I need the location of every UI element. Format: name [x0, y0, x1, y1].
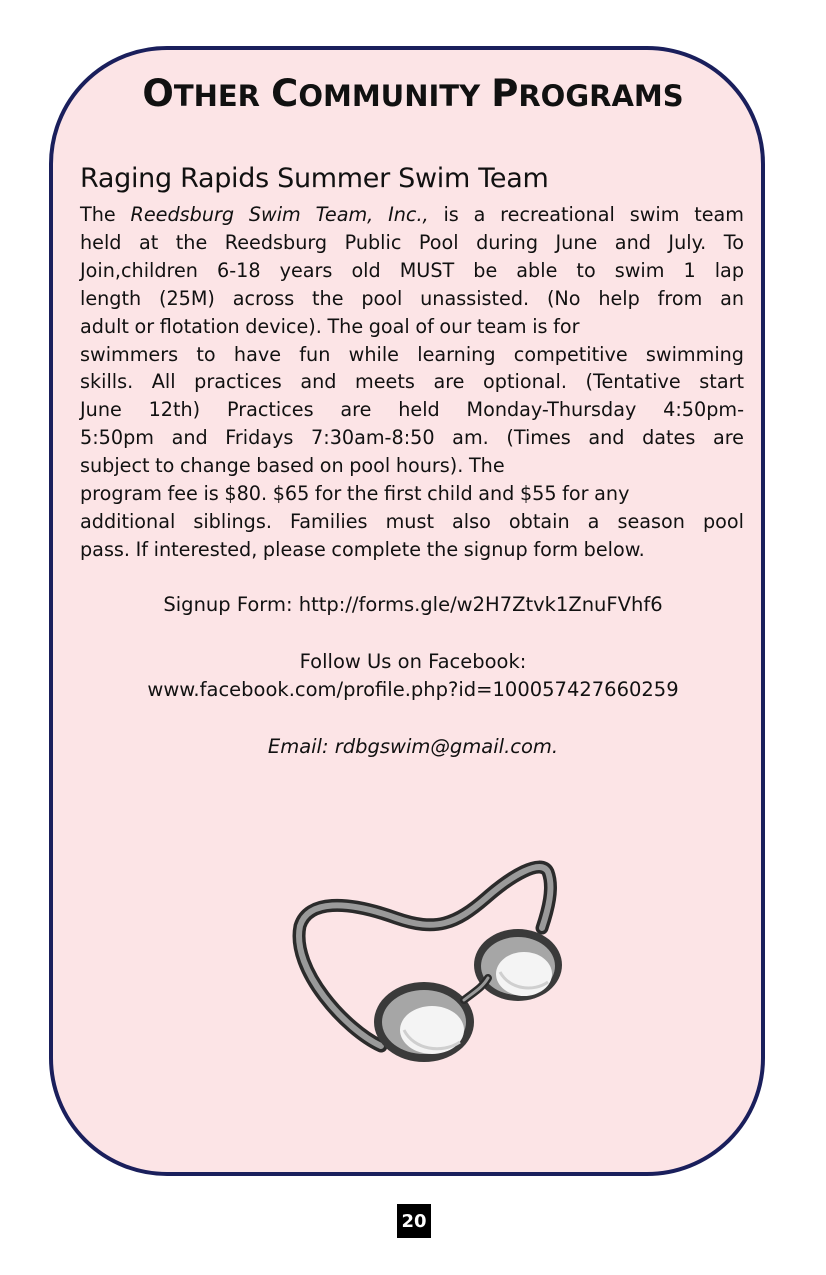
facebook-label: Follow Us on Facebook:: [299, 650, 527, 673]
title-word: OTHER: [142, 72, 261, 115]
email-link[interactable]: Email: rdbgswim@gmail.com.: [267, 735, 559, 758]
description-line: June 12th) Practices are held Monday-Thursday 4:50pm-: [80, 398, 744, 422]
title-word: PROGRAMS: [491, 72, 684, 115]
description-line: length (25M) across the pool unassisted. (No help from an: [80, 286, 744, 310]
description-line: program fee is $80. $65 for the first child and $55 for any: [80, 482, 630, 506]
description-line: held at the Reedsburg Public Pool during June and July. To: [80, 230, 744, 254]
program-title: Raging Rapids Summer Swim Team: [80, 163, 549, 194]
description-line: swimmers to have fun while learning competitive swimming: [80, 342, 744, 366]
swim-goggles-icon: [286, 850, 566, 1070]
description-line: additional siblings. Families must also obtain a season pool: [80, 509, 744, 533]
description-line: adult or flotation device). The goal of our team is for: [80, 314, 580, 338]
team-name: Reedsburg Swim Team, Inc.,: [130, 203, 429, 226]
program-description: [80, 201, 744, 564]
page-number: 20: [397, 1204, 431, 1238]
description-line: subject to change based on pool hours). The: [80, 454, 505, 478]
description-line: The Reedsburg Swim Team, Inc., is a recreational swim team: [80, 203, 744, 226]
signup-link[interactable]: Signup Form: http://forms.gle/w2H7Ztvk1ZnuFVhf6: [163, 593, 663, 616]
page-title: [0, 72, 826, 115]
description-line: pass. If interested, please complete the signup form below.: [80, 537, 645, 561]
description-line: skills. All practices and meets are optional. (Tentative start: [80, 370, 744, 394]
facebook-link[interactable]: www.facebook.com/profile.php?id=100057427660259: [147, 678, 679, 701]
description-line: 5:50pm and Fridays 7:30am-8:50 am. (Times and dates are: [80, 426, 744, 450]
description-line: Join,children 6-18 years old MUST be able to swim 1 lap: [80, 258, 744, 282]
title-word: COMMUNITY: [271, 72, 481, 115]
